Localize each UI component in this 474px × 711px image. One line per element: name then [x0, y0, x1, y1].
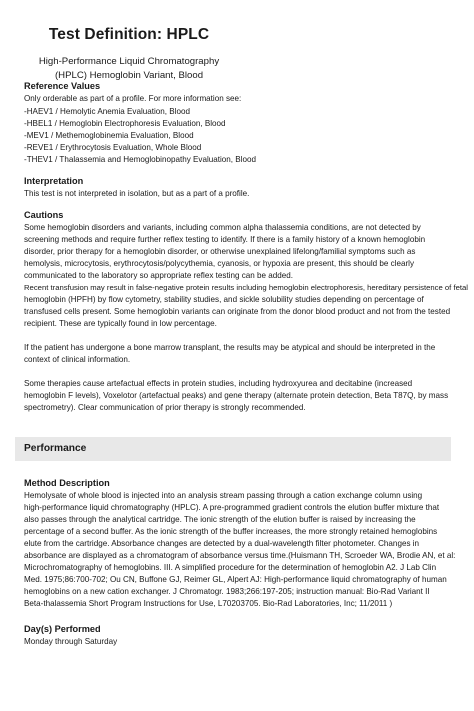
reference-item: -MEV1 / Methemoglobinemia Evaluation, Blood: [24, 131, 194, 140]
cautions-line: transfused cells present. Some hemoglobin variants can originate from the donor blood product and not from the tested: [24, 307, 451, 316]
method-description-heading: Method Description: [24, 478, 110, 488]
cautions-line: Some therapies cause artefactual effects in protein studies, including hydroxyurea and decitabine (increased: [24, 379, 413, 388]
page-subtitle-line-2: (HPLC) Hemoglobin Variant, Blood: [54, 70, 204, 81]
interpretation-text: This test is not interpreted in isolation, but as a part of a profile.: [24, 189, 250, 198]
cautions-line: Some hemoglobin disorders and variants, including common alpha thalassemia conditions, are not detected by: [24, 223, 421, 232]
reference-values-intro: Only orderable as part of a profile. For more information see:: [24, 94, 242, 103]
cautions-line: disorder, prior therapy for a hemoglobin disorder, or otherwise unexplained lifelong/familial symptoms such as: [24, 247, 416, 256]
reference-values-heading: Reference Values: [24, 81, 101, 91]
performance-heading: Performance: [24, 443, 87, 454]
reference-item: -HBEL1 / Hemoglobin Electrophoresis Evaluation, Blood: [24, 119, 226, 128]
cautions-line: If the patient has undergone a bone marrow transplant, the results may be atypical and should be interpreted in the: [24, 343, 436, 352]
page-title: Test Definition: HPLC: [48, 26, 210, 43]
method-line: high-performance liquid chromatography (HPLC). A pre-programmed gradient controls the elution buffer mixture that: [24, 503, 440, 512]
method-line: absorbance are displayed as a chromatogram of absorbance versus time.(Huismann TH, Scroeder WA, Brodie AN, et al:: [24, 551, 456, 560]
method-line: Microchromatography of hemoglobins. III. A simplified procedure for the determination of hemoglobin A2. J Lab Clin: [24, 563, 437, 572]
cautions-line: communicated to the laboratory so appropriate reflex testing can be added.: [24, 271, 294, 280]
cautions-line: spectrometry). Clear communication of prior therapy is strongly recommended.: [24, 403, 306, 412]
cautions-line: hemolysis, microcytosis, erythrocytosis/polycythemia, cyanosis, or hypoxia are present, this should be clearly: [24, 259, 415, 268]
reference-item: -HAEV1 / Hemolytic Anemia Evaluation, Blood: [24, 107, 191, 116]
method-line: also passes through the analytical cartridge. The ionic strength of the elution buffer is raised by increasing the: [24, 515, 416, 524]
reference-item: -REVE1 / Erythrocytosis Evaluation, Whole Blood: [24, 143, 202, 152]
interpretation-heading: Interpretation: [24, 176, 84, 186]
method-line: elute from the cartridge. Absorbance changes are detected by a dual-wavelength filter photometer. Changes in: [24, 539, 420, 548]
cautions-line: hemoglobin F levels), Voxelotor (artefactual peaks) and gene therapy (alternate protein detection, Beta T87Q, by mass: [24, 391, 449, 400]
method-line: Beta-thalassemia Short Program Instructions for Use, L70203705. Bio-Rad Laboratories, Inc; 11/2011 ): [24, 599, 393, 608]
cautions-line: screening methods and require further reflex testing to identify. If there is a family history of a known hemoglobin: [24, 235, 426, 244]
method-line: Hemolysate of whole blood is injected into an analysis stream passing through a cation exchange column using: [24, 491, 423, 500]
reference-item: -THEV1 / Thalassemia and Hemoglobinopathy Evaluation, Blood: [24, 155, 257, 164]
method-line: Med. 1975;86:700-702; Ou CN, Buffone GJ, Reimer GL, Alpert AJ: High-performance liquid chromatography of human: [24, 575, 447, 584]
method-line: hemoglobins on a new cation exchanger. J Chromatogr. 1983;266:197-205; instruction manual: Bio-Rad Variant II: [24, 587, 430, 596]
page-subtitle-line-1: High-Performance Liquid Chromatography: [38, 56, 220, 67]
cautions-line: Recent transfusion may result in false-negative protein results including hemoglobin electrophoresis, hereditary persistence of fetal: [24, 283, 468, 292]
cautions-line: recipient. These are typically found in low percentage.: [24, 319, 217, 328]
days-performed-heading: Day(s) Performed: [24, 624, 101, 634]
cautions-line: context of clinical information.: [24, 355, 131, 364]
days-performed-text: Monday through Saturday: [24, 637, 118, 646]
cautions-line: hemoglobin (HPFH) by flow cytometry, stability studies, and sickle solubility studies depending on percentage of: [24, 295, 424, 304]
cautions-heading: Cautions: [24, 210, 64, 220]
method-line: percentage of a second buffer. As the ionic strength of the buffer increases, the more strongly retained hemoglobins: [24, 527, 438, 536]
